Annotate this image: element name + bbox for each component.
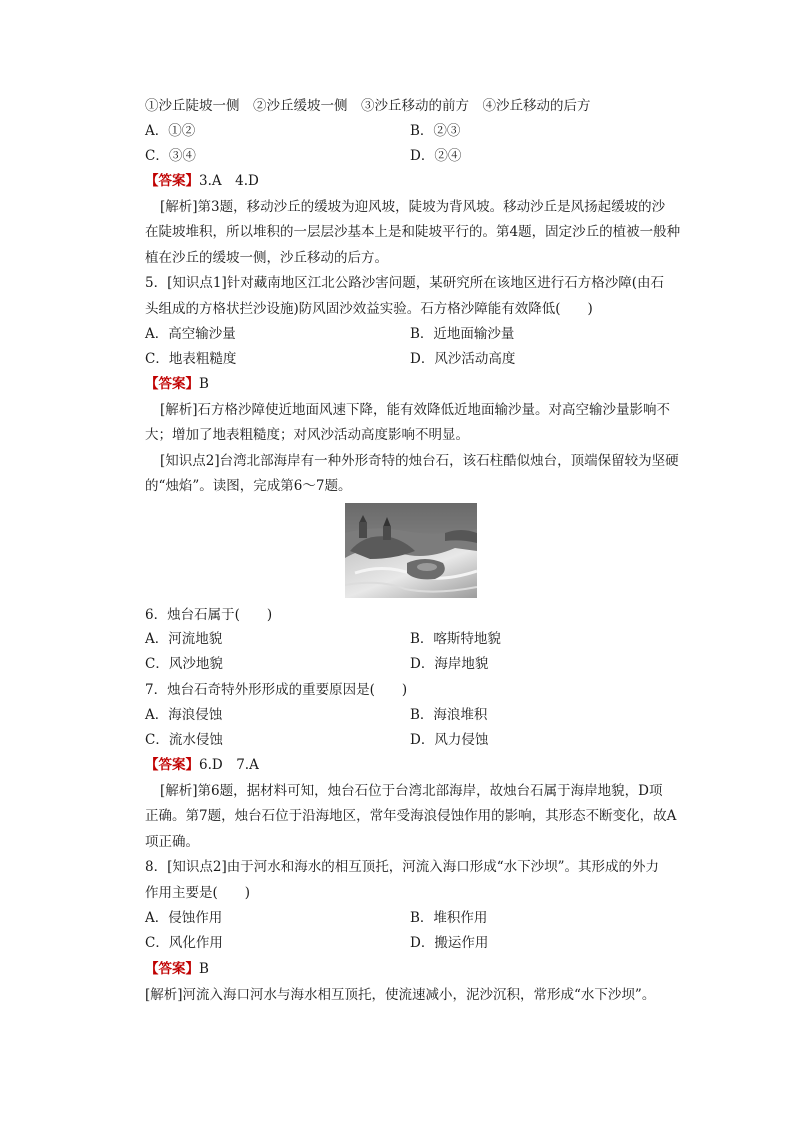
q8-answer — [145, 959, 655, 979]
q5-stem-line-2: 头组成的方格状拦沙设施)防风固沙效益实验。石方格沙障能有效降低( ) — [145, 301, 593, 317]
q5-stem-line-1: 5．[知识点1]针对藏南地区江北公路沙害问题，某研究所在该地区进行石方格沙障(由石 — [145, 275, 664, 291]
q7-option-a: A．海浪侵蚀 — [145, 707, 223, 723]
q4-option-d: D．②④ — [410, 148, 462, 164]
answer-tag: 【答案】 — [145, 757, 199, 773]
q34-analysis-line-1: [解析]第3题，移动沙丘的缓坡为迎风坡，陡坡为背风坡。移动沙丘是风扬起缓坡的沙 — [160, 199, 666, 215]
q5-analysis-line-2: 大；增加了地表粗糙度；对风沙活动高度影响不明显。 — [145, 427, 469, 443]
q7-option-d: D．风力侵蚀 — [410, 732, 489, 748]
q5-option-d: D．风沙活动高度 — [410, 351, 516, 367]
q8-option-d: D．搬运作用 — [410, 935, 489, 951]
q7-option-b: B．海浪堆积 — [410, 707, 488, 723]
q4-option-b: B．②③ — [410, 123, 461, 139]
q7-stem: 7．烛台石奇特外形形成的重要原因是( ) — [145, 682, 408, 698]
answer-tag: 【答案】 — [145, 173, 199, 189]
q67-analysis-line-3: 项正确。 — [145, 834, 199, 850]
q8-option-b: B．堆积作用 — [410, 910, 488, 926]
answer-value: 3.A 4.D — [199, 173, 259, 189]
answer-tag: 【答案】 — [145, 961, 199, 977]
material-line-2: 的“烛焰”。读图，完成第6～7题。 — [145, 478, 352, 494]
q6-option-d: D．海岸地貌 — [410, 656, 489, 672]
q8-option-c: C．风化作用 — [145, 935, 223, 951]
answer-value: 6.D 7.A — [199, 757, 259, 773]
q6-option-c: C．风沙地貌 — [145, 656, 223, 672]
q8-stem-line-1: 8．[知识点2]由于河水和海水的相互顶托，河流入海口形成“水下沙坝”。其形成的外力 — [145, 859, 660, 875]
q34-answer — [145, 171, 655, 191]
q8-option-a: A．侵蚀作用 — [145, 910, 223, 926]
q8-stem-line-2: 作用主要是( ) — [145, 885, 251, 901]
q34-analysis-line-2: 在陡坡堆积，所以堆积的一层层沙基本上是和陡坡平行的。第4题，固定沙丘的植被一般种 — [145, 224, 681, 240]
q6-option-a: A．河流地貌 — [145, 631, 223, 647]
q67-answer — [145, 755, 655, 775]
q3-options-line: ①沙丘陡坡一侧 ②沙丘缓坡一侧 ③沙丘移动的前方 ④沙丘移动的后方 — [145, 98, 591, 114]
answer-value: B — [199, 961, 209, 977]
q5-analysis-line-1: [解析]石方格沙障使近地面风速下降，能有效降低近地面输沙量。对高空输沙量影响不 — [160, 402, 671, 418]
q4-option-a: A．①② — [145, 123, 196, 139]
answer-tag: 【答案】 — [145, 376, 199, 392]
q4-option-c: C．③④ — [145, 148, 196, 164]
q67-analysis-line-2: 正确。第7题，烛台石位于沿海地区，常年受海浪侵蚀作用的影响，其形态不断变化，故A — [145, 808, 677, 824]
candlestick-rock-photo — [345, 503, 477, 598]
q6-option-b: B．喀斯特地貌 — [410, 631, 501, 647]
q7-option-c: C．流水侵蚀 — [145, 732, 223, 748]
material-line-1: [知识点2]台湾北部海岸有一种外形奇特的烛台石，该石柱酷似烛台，顶端保留较为坚硬 — [160, 453, 679, 469]
q5-option-b: B．近地面输沙量 — [410, 326, 515, 342]
q5-option-a: A．高空输沙量 — [145, 326, 236, 342]
answer-value: B — [199, 376, 209, 392]
q5-answer — [145, 374, 655, 394]
q8-analysis-line-1: [解析]河流入海口河水与海水相互顶托，使流速减小，泥沙沉积，常形成“水下沙坝”。 — [145, 987, 656, 1003]
q67-analysis-line-1: [解析]第6题，据材料可知，烛台石位于台湾北部海岸，故烛台石属于海岸地貌，D项 — [160, 783, 663, 799]
q34-analysis-line-3: 植在沙丘的缓坡一侧，沙丘移动的后方。 — [145, 250, 388, 266]
q5-option-c: C．地表粗糙度 — [145, 351, 237, 367]
q6-stem: 6．烛台石属于( ) — [145, 607, 273, 623]
